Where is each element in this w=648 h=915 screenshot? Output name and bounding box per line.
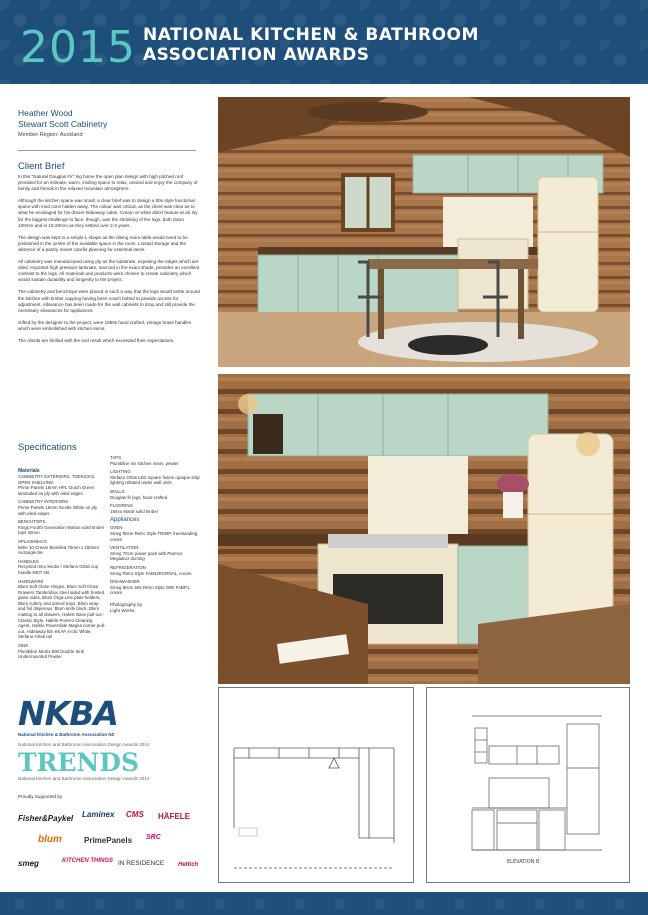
header-title-line1: NATIONAL KITCHEN & BATHROOM [143,25,479,45]
kitchen-photo-closeup [218,374,630,684]
spec-item: SPLASHBACK Mitre 10 Cream Bevelled 75mm x 150mm rectangle tile [18,538,100,556]
sponsor-logo: Laminex [82,810,115,819]
brief-paragraph: In this "Natural Douglas Fir" log home the open plan design with high pitched roof provided for an intimate, warm, inviting space to relax, unwind and enjoy the company of family and friends in the relaxed mountain atmosphere. [18,174,198,192]
appliances-heading: Appliances [110,517,140,524]
sponsor-logo: PrimePanels [84,836,133,845]
brief-heading: Client Brief [18,161,65,172]
divider [18,150,196,151]
spec-column-fixtures [110,455,200,613]
client-brief [18,161,200,344]
supported-by: Proudly Supported by [18,794,63,799]
sponsor-logo: HÄFELE [158,812,190,821]
left-column [18,108,200,350]
brief-paragraph: The design was kept to a simple L shape as the dining room table would need to be positioned in the centre of the available space in the room. Limited storage and the absence of a pantry meant careful planning for essential items. [18,234,188,252]
sponsor-logo: Fisher&Paykel [18,814,74,823]
spec-item: TAPS Plumbline Iris kitchen mixer, pewter [110,455,179,466]
sponsor-logo: CMS [126,810,144,819]
brief-paragraph: Although the kitchen space was small, a clear brief was to design a 50s style functional space with mod cons hidden away. The colour was critical, as the client was clear as to what he envisaged for his dream hideaway cabin. Cream or white didn't feature at all. By far the biggest challenge to face, though, was the shrinking of the logs, both down 100mm and in 15-20mm as they settled over 2-3 years. [18,198,198,228]
sponsor-logo: smeg [18,859,39,868]
spec-item: VENTILATION Smeg 70cm power pack with Parmco Megaduct ducting [110,545,183,562]
photo-credit: Photography by Light Works. [110,601,143,613]
spec-column-materials [18,465,106,663]
elevation-drawing [426,687,630,883]
designer-name: Heather Wood [18,108,73,118]
elevation-label: ELEVATION B [507,859,540,865]
member-region: Member Region: Auckland [18,132,83,138]
footer-banner [0,892,648,915]
sponsor-logo: blum [38,834,62,845]
spec-item: DISHWASHER Smeg 60cm 50s Retro Style DWI FABP1, cream [110,579,191,596]
brief-paragraph: The cabinetry and benchtops were placed in such a way that the logs would settle around the kitchen with timber capping having been coach bolted to provide access for adjustment. Allowance has been made for the wall cabinets to drop and still provide the necessary clearances for appliances. [18,289,200,313]
spec-item: BENCHTOPS Kings Fourth Generation Walnut solid timber tops 40mm [18,519,105,536]
spec-item: WALLS Douglas fir logs, hand crafted [110,488,168,500]
spec-item: REFRIGERATION Smeg Retro Style FAB32RCRNA1, cream [110,564,192,576]
floor-plan-drawing [218,687,414,883]
header-banner [0,0,648,84]
sponsor-logo: SRC [146,834,161,841]
spec-item: LIGHTING Stefano Orlati LED square fusion opaque strip lighting rebated under wall units [110,469,200,486]
spec-item: CABINETRY EXTERIORS, TOEKICKS, OPEN SHELVING Prime Panels 16mm HPL 'Dutch Green' laminated on ply with oiled edges [18,474,96,496]
brief-paragraph: Gifted by the designer to the project, were 1950s hand crafted, vintage brass handles which were embellished with kitchen items. [18,319,192,331]
spec-item: HANDLES Recycled retro knobs / Stefano Orlati cup handle 8407 AB [18,558,99,575]
spec-item: OVEN Smeg 90cm Retro Style TR93P, freestanding, cream [110,525,199,542]
brief-paragraph: The clients are thrilled with the end result which exceeded their expectations. [18,337,175,343]
sponsor-logo: KITCHEN THINGS [62,858,113,864]
award-year: 2015 [20,22,136,73]
award-line: National Kitchen and Bathroom Association Design Awards 2014 [18,776,150,781]
specifications [18,442,200,705]
nkba-subtitle: National Kitchen & Bathroom Association NZ [18,732,115,737]
award-line: National Kitchen and Bathroom Association Design Awards 2014 [18,742,150,747]
specifications-heading: Specifications [18,442,77,453]
sponsor-logo: Hettich [178,862,199,868]
brief-paragraph: All cabinetry was manufactured using ply as the substrate, exposing the edges which are oiled. Imported high pressure laminate, sourced in the exact shade, provides an excellent contrast to the logs. All materials and products were chosen to create cabinetry which would sustain durability and longevity to the project. [18,259,200,283]
spec-item: FLOORING 18mm Mardi solid timber [110,503,159,514]
header-title-line2: ASSOCIATION AWARDS [143,45,370,65]
spec-item: SINK Plumbline Metrix 600 Double Sink Undermounted Pewter [18,643,84,660]
company-name: Stewart Scott Cabinetry [18,119,108,129]
kitchen-photo-wide [218,97,630,367]
spec-item: CABINETRY INTERIORS Prime Panels 16mm Gentle White on ply with oiled edges [18,499,98,516]
spec-item: HARDWARE Blum Soft Close Hinges, Blum Soft Close Drawers Tandembox steel sided with frosted glass sides, Blum Orga-Line plate holders, Blum cutlery and utensil trays, Blum wrap and foil dispenser, Blum knife block, Blum matting to all drawers, Hafele Base pull-out - Classic Style, Hafele Portero Cleaning Agent, Hafele Powerslide Magna corner pull-out, Hideaway Bin KKAF Arctic White, Stefano Orlati rail [18,578,106,640]
sponsor-logo: IN RESIDENCE [118,860,165,867]
nkba-logo: NKBA [18,694,118,733]
logos-area [18,694,210,884]
trends-logo: TRENDS [18,748,140,777]
materials-heading: Materials [18,468,40,474]
